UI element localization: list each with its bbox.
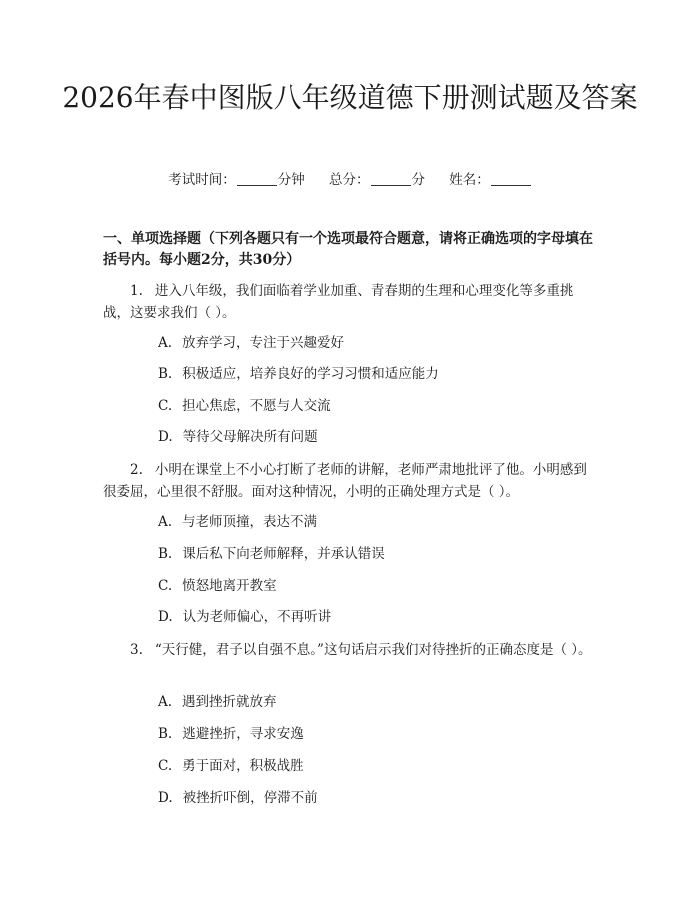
exam-time-field (168, 168, 305, 188)
total-score-field (329, 168, 425, 188)
student-name-field (449, 168, 532, 188)
option-label: B. (158, 366, 173, 382)
option-label: B. (158, 546, 173, 562)
option-text: 愤怒地离开教室 (182, 578, 277, 594)
student-name-label: 姓名： (449, 172, 490, 188)
option-label: B. (158, 726, 173, 742)
option-text: 课后私下向老师解释，并承认错误 (182, 546, 385, 562)
option-text: 勇于面对，积极战胜 (182, 758, 304, 774)
q3-option-b (158, 725, 304, 743)
q2-option-b (158, 545, 385, 563)
total-score-unit: 分 (411, 172, 425, 188)
option-text: 积极适应，培养良好的学习习惯和适应能力 (182, 366, 439, 382)
question-number: 1. (130, 283, 143, 299)
exam-time-blank (237, 173, 277, 186)
option-label: C. (158, 758, 173, 774)
exam-time-unit: 分钟 (277, 172, 305, 188)
student-name-blank (491, 173, 531, 186)
page-title: 2026年春中图版八年级道德下册测试题及答案 (62, 81, 638, 114)
q1-option-b (158, 365, 439, 383)
question-1 (103, 280, 598, 324)
question-text: 进入八年级，我们面临着学业加重、青春期的生理和心理变化等多重挑战，这要求我们（ ）。 (103, 283, 574, 321)
q3-option-d (158, 789, 318, 807)
question-2 (103, 459, 598, 503)
q2-option-c (158, 577, 277, 595)
option-label: C. (158, 398, 173, 414)
exam-info-line (0, 168, 700, 188)
option-text: 担心焦虑，不愿与人交流 (182, 398, 331, 414)
option-text: 逃避挫折，寻求安逸 (182, 726, 304, 742)
option-text: 遇到挫折就放弃 (182, 694, 277, 710)
question-text: “天行健，君子以自强不息。”这句话启示我们对待挫折的正确态度是（ ）。 (154, 642, 592, 658)
question-number: 3. (130, 642, 143, 658)
option-text: 与老师顶撞，表达不满 (182, 514, 318, 530)
option-label: C. (158, 578, 173, 594)
total-score-label: 总分： (329, 172, 370, 188)
question-text: 小明在课堂上不小心打断了老师的讲解，老师严肃地批评了他。小明感到很委屈，心里很不舒服。面对这种情况，小明的正确处理方式是（ ）。 (103, 462, 587, 500)
option-label: A. (158, 694, 173, 710)
q1-option-d (158, 428, 318, 446)
q3-option-a (158, 693, 277, 711)
question-3 (103, 639, 598, 661)
option-label: D. (158, 429, 173, 445)
q1-option-a (158, 334, 344, 352)
option-label: A. (158, 335, 173, 351)
option-text: 等待父母解决所有问题 (182, 429, 318, 445)
option-label: D. (158, 609, 173, 625)
total-score-blank (371, 173, 411, 186)
q3-option-c (158, 757, 304, 775)
option-label: D. (158, 790, 173, 806)
section-heading: 一、单项选择题（下列各题只有一个选项最符合题意，请将正确选项的字母填在括号内。每小题2分，共30分） (103, 231, 593, 268)
q2-option-d (158, 608, 331, 626)
q1-option-c (158, 397, 331, 415)
exam-time-label: 考试时间： (168, 172, 236, 188)
option-text: 认为老师偏心，不再听讲 (182, 609, 332, 625)
question-number: 2. (130, 462, 143, 478)
q2-option-a (158, 513, 317, 531)
option-text: 被挫折吓倒，停滞不前 (182, 790, 318, 806)
option-text: 放弃学习，专注于兴趣爱好 (182, 335, 345, 351)
option-label: A. (158, 514, 173, 530)
